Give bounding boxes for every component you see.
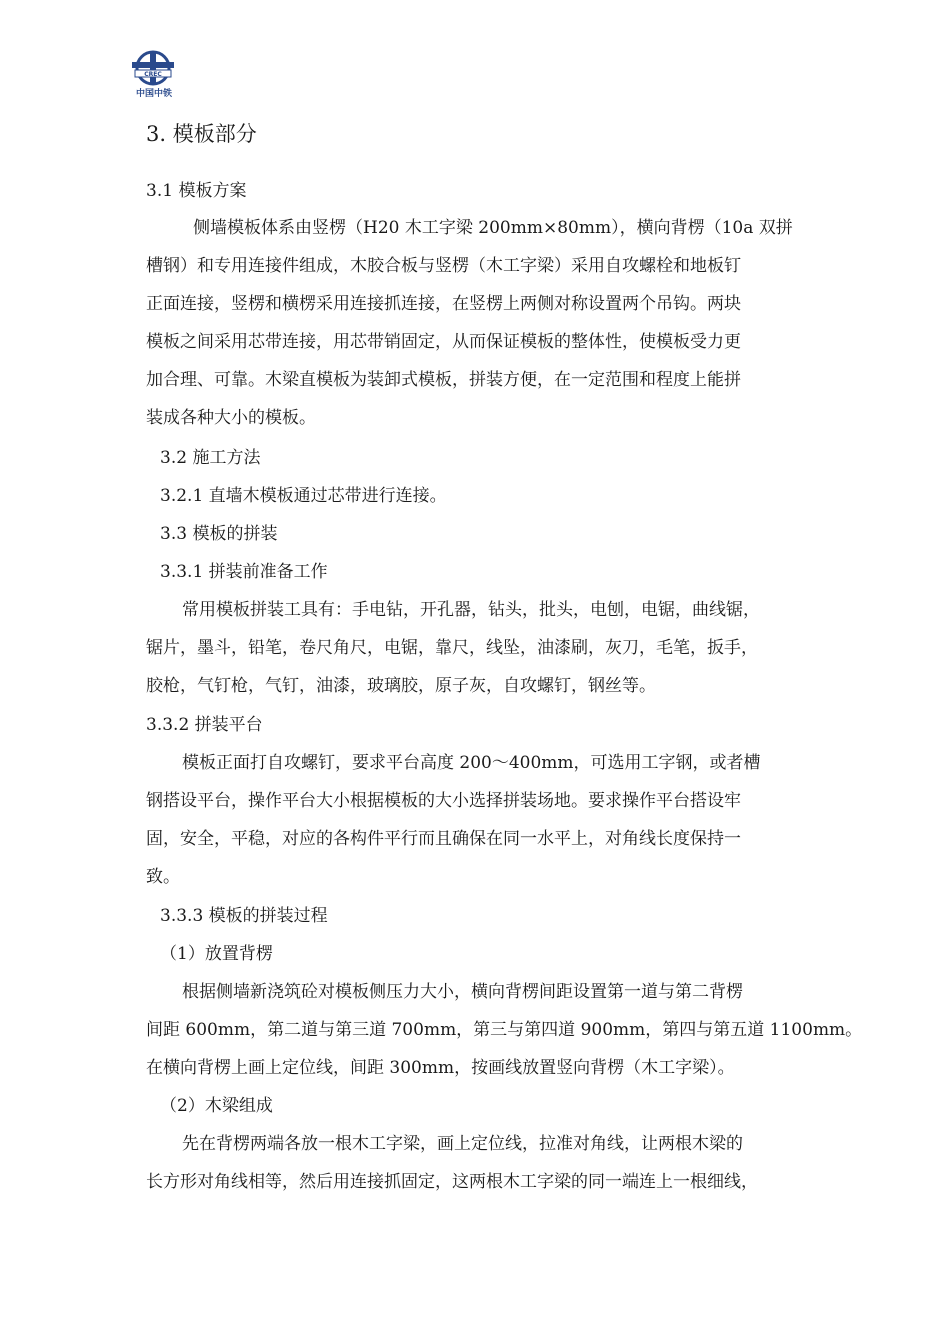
heading-3-3-2: 3.3.2 拼装平台 [146, 715, 263, 735]
heading-3-3: 3.3 模板的拼装 [160, 524, 278, 544]
paragraph-line: 正面连接，竖楞和横楞采用连接抓连接，在竖楞上两侧对称设置两个吊钩。两块 [146, 294, 741, 314]
paragraph-line: 长方形对角线相等，然后用连接抓固定，这两根木工字梁的同一端连上一根细线， [146, 1172, 758, 1192]
paragraph-line: 槽钢）和专用连接件组成，木胶合板与竖楞（木工字梁）采用自攻螺栓和地板钉 [146, 256, 741, 276]
paragraph-line: 锯片，墨斗，铅笔，卷尺角尺，电锯，靠尺，线坠，油漆刷，灰刀，毛笔，扳手， [146, 638, 758, 658]
heading-3-3-1: 3.3.1 拼装前准备工作 [160, 562, 328, 582]
paragraph-line: 先在背楞两端各放一根木工字梁，画上定位线，拉准对角线，让两根木梁的 [182, 1134, 743, 1154]
svg-text:CREC: CREC [144, 71, 162, 78]
heading-3-1: 3.1 模板方案 [146, 181, 247, 201]
list-item-1: （1）放置背楞 [160, 944, 273, 964]
list-item-2: （2）木梁组成 [160, 1096, 273, 1116]
logo-text: 中国中铁 [135, 89, 172, 99]
paragraph-line: 根据侧墙新浇筑砼对模板侧压力大小，横向背楞间距设置第一道与第二背楞 [182, 982, 743, 1002]
paragraph-line: 固，安全，平稳，对应的各构件平行而且确保在同一水平上，对角线长度保持一 [146, 829, 741, 849]
paragraph-line: 模板正面打自攻螺钉，要求平台高度 200～400mm，可选用工字钢，或者槽 [182, 753, 761, 773]
crec-logo-emblem-icon [128, 50, 178, 86]
paragraph-line: 在横向背楞上画上定位线，间距 300mm，按画线放置竖向背楞（木工字梁）。 [146, 1058, 735, 1078]
paragraph-line: 加合理、可靠。木梁直模板为装卸式模板，拼装方便，在一定范围和程度上能拼 [146, 370, 741, 390]
heading-3-2-1: 3.2.1 直墙木模板通过芯带进行连接。 [160, 486, 447, 506]
paragraph-line: 模板之间采用芯带连接，用芯带销固定，从而保证模板的整体性，使模板受力更 [146, 332, 741, 352]
paragraph-line: 钢搭设平台，操作平台大小根据模板的大小选择拼装场地。要求操作平台搭设牢 [146, 791, 741, 811]
paragraph-line: 常用模板拼装工具有：手电钻，开孔器，钻头，批头，电刨，电锯，曲线锯， [182, 600, 760, 620]
paragraph-line: 间距 600mm，第二道与第三道 700mm，第三与第四道 900mm，第四与第五道 1100mm。 [146, 1020, 863, 1040]
paragraph-line: 侧墙模板体系由竖楞（H20 木工字梁 200mm×80mm），横向背楞（10a 双拼 [193, 218, 793, 238]
paragraph-line: 装成各种大小的模板。 [146, 408, 316, 428]
heading-3-3-3: 3.3.3 模板的拼装过程 [160, 906, 328, 926]
section-title: 3. 模板部分 [146, 122, 257, 146]
paragraph-line: 致。 [146, 867, 180, 887]
heading-3-2: 3.2 施工方法 [160, 448, 261, 468]
paragraph-line: 胶枪，气钉枪，气钉，油漆，玻璃胶，原子灰，自攻螺钉，钢丝等。 [146, 676, 656, 696]
